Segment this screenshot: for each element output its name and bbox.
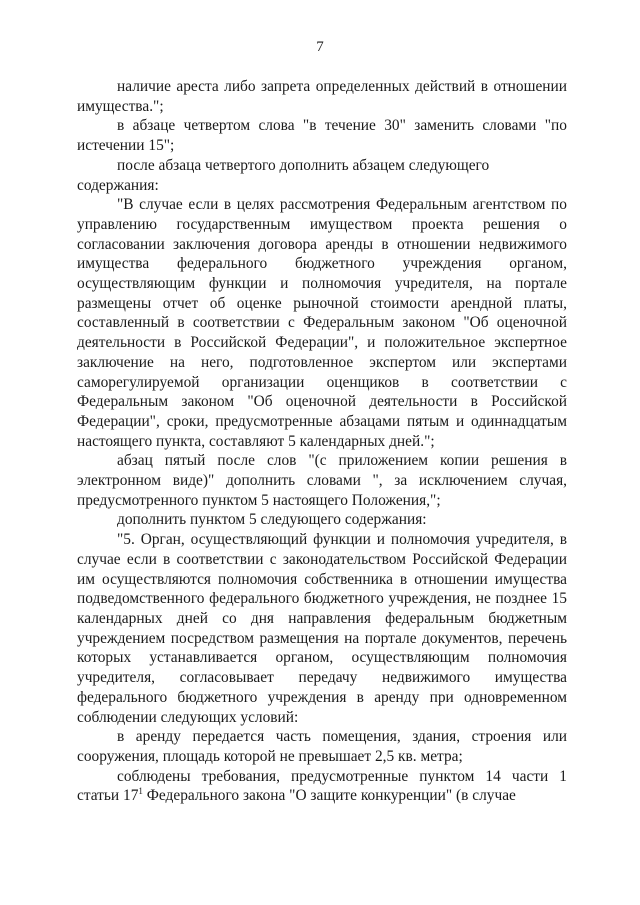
paragraph: в аренду передается часть помещения, здания, строения или сооружения, площадь которой не превышает 2,5 кв. метра; (77, 728, 567, 765)
paragraph: "5. Орган, осуществляющий функции и полномочия учредителя, в случае если в соответствии с законодательством Российской Федерации им осуществляются полномочия собственника в отношении имущества подведомственного федерального бюджетного учреждения, не позднее 15 календарных дней со дня направления федеральным бюджетным учреждением посредством размещения на портале документов, перечень которых устанавливается органом, осуществляющим полномочия учредителя, согласовывает передачу недвижимого имущества федерального бюджетного учреждения в аренду при одновременном соблюдении следующих условий: (77, 531, 567, 726)
paragraph: абзац пятый после слов "(с приложением копии решения в электронном виде)" дополнить словами ", за исключением случая, предусмотренного пунктом 5 настоящего Положения,"; (77, 452, 567, 509)
paragraph (77, 767, 567, 806)
document-body (77, 77, 567, 806)
paragraph: дополнить пунктом 5 следующего содержания: (117, 511, 427, 529)
superscript: 1 (138, 786, 143, 797)
paragraph: в абзаце четвертом слова "в течение 30" заменить словами "по истечении 15"; (77, 117, 567, 155)
paragraph-text: соблюдены требования, предусмотренные пунктом 14 части 1 статьи 17 (77, 767, 567, 805)
paragraph-text: Федерального закона "О защите конкуренции" (в случае (142, 787, 516, 805)
paragraph: "В случае если в целях рассмотрения Федеральным агентством по управлению государственным имуществом проекта решения о согласовании заключения договора аренды в отношении недвижимого имущества федерального бюджетного учреждения органом, осуществляющим функции и полномочия учредителя, на портале размещены отчет об оценке рыночной стоимости арендной платы, составленный в соответствии с Федеральным законом "Об оценочной деятельности в Российской Федерации", и положительное экспертное заключение на него, подготовленное экспертом или экспертами саморегулируемой организации оценщиков в соответствии с Федеральным законом "Об оценочной деятельности в Российской Федерации", сроки, предусмотренные абзацами пятым и одиннадцатым настоящего пункта, составляют 5 календарных дней."; (77, 196, 567, 450)
paragraph: после абзаца четвертого дополнить абзацем следующего содержания: (77, 156, 490, 194)
page-number: 7 (316, 39, 324, 55)
paragraph: наличие ареста либо запрета определенных действий в отношении имущества."; (77, 78, 567, 115)
